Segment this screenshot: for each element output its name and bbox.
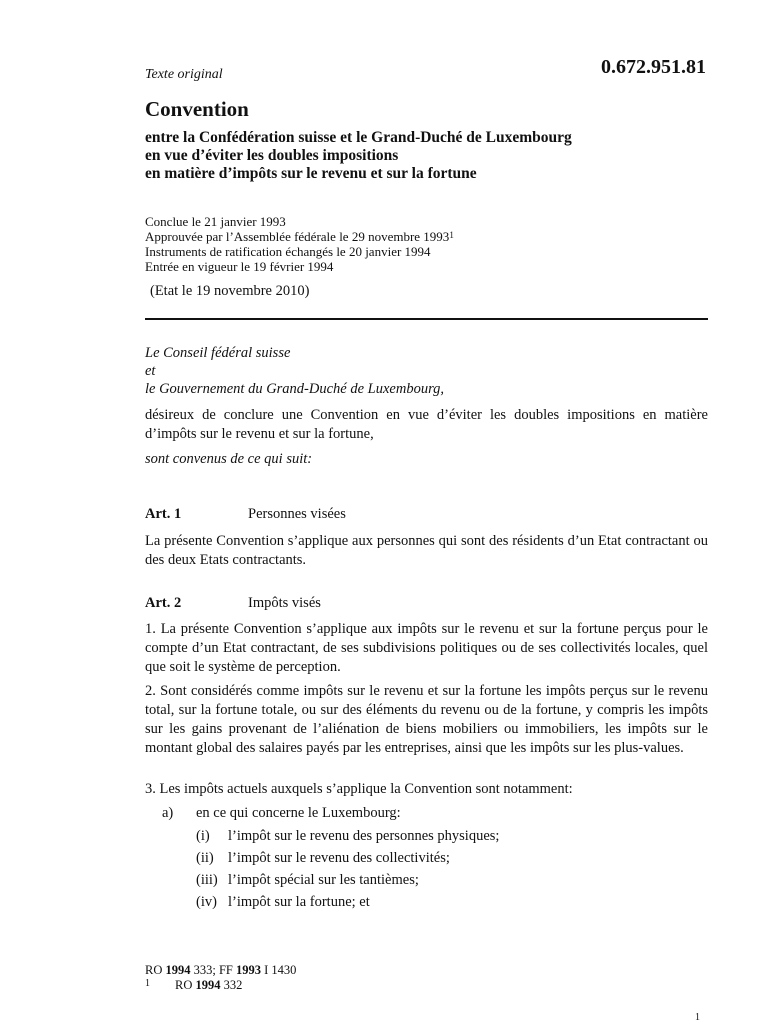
document-subtitle [145,129,572,183]
sub-item-text: l’impôt sur le revenu des collectivités; [228,850,450,866]
sub-item-label: (i) [196,828,210,844]
header-divider [145,318,708,320]
article-2-paragraph-3: 3. Les impôts actuels auxquels s’applique la Convention sont notamment: [145,781,573,797]
footnote-1: 1 RO 1994 332 [145,978,243,992]
sub-item-label: (iv) [196,894,217,910]
adoption-metadata [145,214,454,274]
article-1-heading [145,506,346,523]
party-line: le Gouvernement du Grand-Duché de Luxembourg, [145,381,445,397]
conclue-line: Conclue le 21 janvier 1993 [145,214,286,229]
sub-item-text: l’impôt sur la fortune; et [228,894,370,910]
texte-original-label: Texte original [145,67,223,82]
list-item-a [162,805,401,822]
document-title: Convention [145,97,249,121]
party-line: et [145,363,156,379]
subtitle-line: entre la Confédération suisse et le Grand-Duché de Luxembourg [145,129,572,146]
sub-item-text: l’impôt sur le revenu des personnes physiques; [228,828,500,844]
convenus-line: sont convenus de ce qui suit: [145,451,313,467]
party-line: Le Conseil fédéral suisse [145,345,291,361]
preamble-text: désireux de conclure une Convention en vue d’éviter les doubles impositions en matière d’impôts sur le revenu et sur la fortune, [145,407,708,442]
subtitle-line: en matière d’impôts sur le revenu et sur la fortune [145,165,477,182]
article-number: Art. 2 [145,595,182,611]
list-text: en ce qui concerne le Luxembourg: [196,805,401,821]
article-2-heading [145,595,321,612]
sub-item [196,894,370,911]
article-title: Impôts visés [248,595,321,611]
sr-number: 0.672.951.81 [601,56,706,78]
source-reference: RO 1994 333; FF 1993 I 1430 [145,963,297,977]
sub-item-label: (ii) [196,850,214,866]
approuvee-line: Approuvée par l’Assemblée fédérale le 29 novembre 1993$^1$ [145,229,454,244]
instruments-line: Instruments de ratification échangés le 20 janvier 1994 [145,244,431,259]
article-1-text: La présente Convention s’applique aux personnes qui sont des résidents d’un Etat contractant ou des deux Etats contractants. [145,533,708,568]
footnote-mark: 1 [145,978,150,989]
article-title: Personnes visées [248,506,346,522]
sub-item [196,828,499,845]
etat-date: (Etat le 19 novembre 2010) [150,283,310,299]
subtitle-line: en vue d’éviter les doubles impositions [145,147,399,164]
footnote-ref[interactable]: 1 [449,230,454,240]
page-number: 1 [695,1012,700,1023]
list-label: a) [162,805,174,821]
entree-line: Entrée en vigueur le 19 février 1994 [145,259,334,274]
article-number: Art. 1 [145,506,182,522]
contracting-parties [145,344,708,398]
sub-item [196,850,450,867]
article-2-paragraph-1: 1. La présente Convention s’applique aux impôts sur le revenu et sur la fortune perçus pour le compte d’un Etat contractant, de ses subdivisions politiques ou de ses collectivités locales, quel que soit le système de perception. [145,621,708,675]
sub-item [196,872,419,889]
article-2-paragraph-2: 2. Sont considérés comme impôts sur le revenu et sur la fortune les impôts perçus sur le revenu total, sur la fortune totale, ou sur des éléments du revenu ou de la fortune, y compris les impôts sur les gains provenant de l’aliénation de biens mobiliers ou immobiliers, les impôts sur le montant global des salaires payés par les entreprises, ainsi que les impôts sur les plus-values. [145,683,708,756]
sub-item-label: (iii) [196,872,218,888]
sub-item-text: l’impôt spécial sur les tantièmes; [228,872,419,888]
